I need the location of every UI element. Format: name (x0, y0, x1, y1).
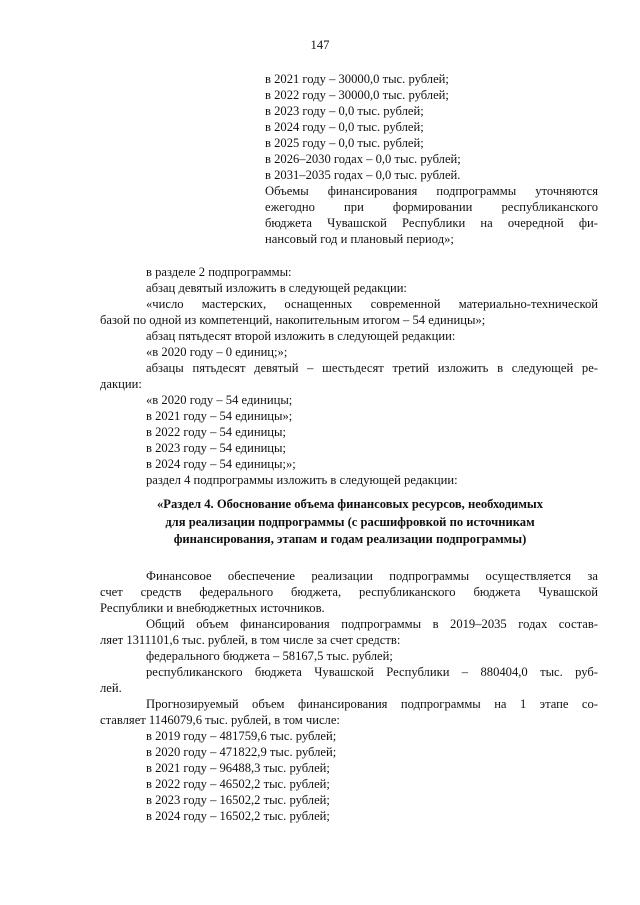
paragraph-line: дакции: (100, 377, 142, 391)
paragraph-line: в 2019 году – 481759,6 тыс. рублей; (146, 729, 337, 743)
paragraph-line: абзацы пятьдесят девятый – шестьдесят третий изложить в следующей ре- (146, 361, 598, 375)
note-line: нансовый год и плановый период»; (265, 232, 454, 246)
section-2-block (100, 264, 598, 488)
year-line: в 2025 году – 0,0 тыс. рублей; (265, 136, 424, 150)
year-line: в 2023 году – 0,0 тыс. рублей; (265, 104, 424, 118)
paragraph-line: «в 2020 году – 54 единицы; (146, 393, 293, 407)
note-line: Объемы финансирования подпрограммы уточняются (265, 184, 598, 198)
heading-line: для реализации подпрограммы (с расшифровкой по источникам (165, 514, 535, 529)
heading-line: «Раздел 4. Обоснование объема финансовых ресурсов, необходимых (156, 497, 544, 511)
paragraph-line: Общий объем финансирования подпрограммы в 2019–2035 годах состав- (146, 617, 598, 631)
section-4-heading (100, 496, 600, 549)
paragraph-line: в 2023 году – 16502,2 тыс. рублей; (146, 793, 330, 807)
paragraph-line: «в 2020 году – 0 единиц;»; (146, 345, 288, 359)
paragraph-line: лей. (100, 681, 122, 695)
year-line: в 2021 году – 30000,0 тыс. рублей; (265, 72, 449, 86)
paragraph-line: Финансовое обеспечение реализации подпрограммы осуществляется за (146, 569, 598, 583)
paragraph-line: в 2021 году – 54 единицы»; (146, 409, 293, 423)
paragraph-line: в 2022 году – 54 единицы; (146, 425, 287, 439)
year-line: в 2024 году – 0,0 тыс. рублей; (265, 120, 424, 134)
paragraph-line: «число мастерских, оснащенных современной материально-технической (146, 297, 598, 311)
year-line: в 2031–2035 годах – 0,0 тыс. рублей. (265, 168, 461, 182)
paragraph-line: в 2021 году – 96488,3 тыс. рублей; (146, 761, 330, 775)
paragraph-line: республиканского бюджета Чувашской Республики – 880404,0 тыс. руб- (146, 665, 598, 679)
paragraph-line: ляет 1311101,6 тыс. рублей, в том числе за счет средств: (100, 633, 401, 647)
financing-body-block (100, 568, 598, 824)
paragraph-line: Республики и внебюджетных источников. (100, 601, 325, 615)
paragraph-line: абзац девятый изложить в следующей редакции: (146, 281, 407, 295)
paragraph-line: базой по одной из компетенций, накопительным итогом – 54 единицы»; (100, 313, 486, 327)
paragraph-line: федерального бюджета – 58167,5 тыс. рублей; (146, 649, 393, 663)
paragraph-line: абзац пятьдесят второй изложить в следующей редакции: (146, 329, 456, 343)
paragraph-line: счет средств федерального бюджета, республиканского бюджета Чувашской (100, 585, 598, 599)
paragraph-line: в 2024 году – 16502,2 тыс. рублей; (146, 809, 330, 823)
paragraph-line: в 2023 году – 54 единицы; (146, 441, 287, 455)
paragraph-line: раздел 4 подпрограммы изложить в следующей редакции: (146, 473, 458, 487)
paragraph-line: в 2024 году – 54 единицы;»; (146, 457, 296, 471)
funding-years-block (265, 71, 598, 247)
year-line: в 2026–2030 годах – 0,0 тыс. рублей; (265, 152, 461, 166)
note-line: ежегодно при формировании республиканского (265, 200, 598, 214)
paragraph-line: в 2022 году – 46502,2 тыс. рублей; (146, 777, 330, 791)
year-line: в 2022 году – 30000,0 тыс. рублей; (265, 88, 449, 102)
paragraph-line: Прогнозируемый объем финансирования подпрограммы на 1 этапе со- (146, 697, 598, 711)
heading-line: финансирования, этапам и годам реализации подпрограммы) (173, 532, 527, 546)
paragraph-line: ставляет 1146079,6 тыс. рублей, в том числе: (100, 713, 340, 727)
paragraph-line: в разделе 2 подпрограммы: (146, 265, 292, 279)
page-number: 147 (310, 38, 330, 52)
note-line: бюджета Чувашской Республики на очередной фи- (265, 216, 598, 230)
paragraph-line: в 2020 году – 471822,9 тыс. рублей; (146, 745, 337, 759)
